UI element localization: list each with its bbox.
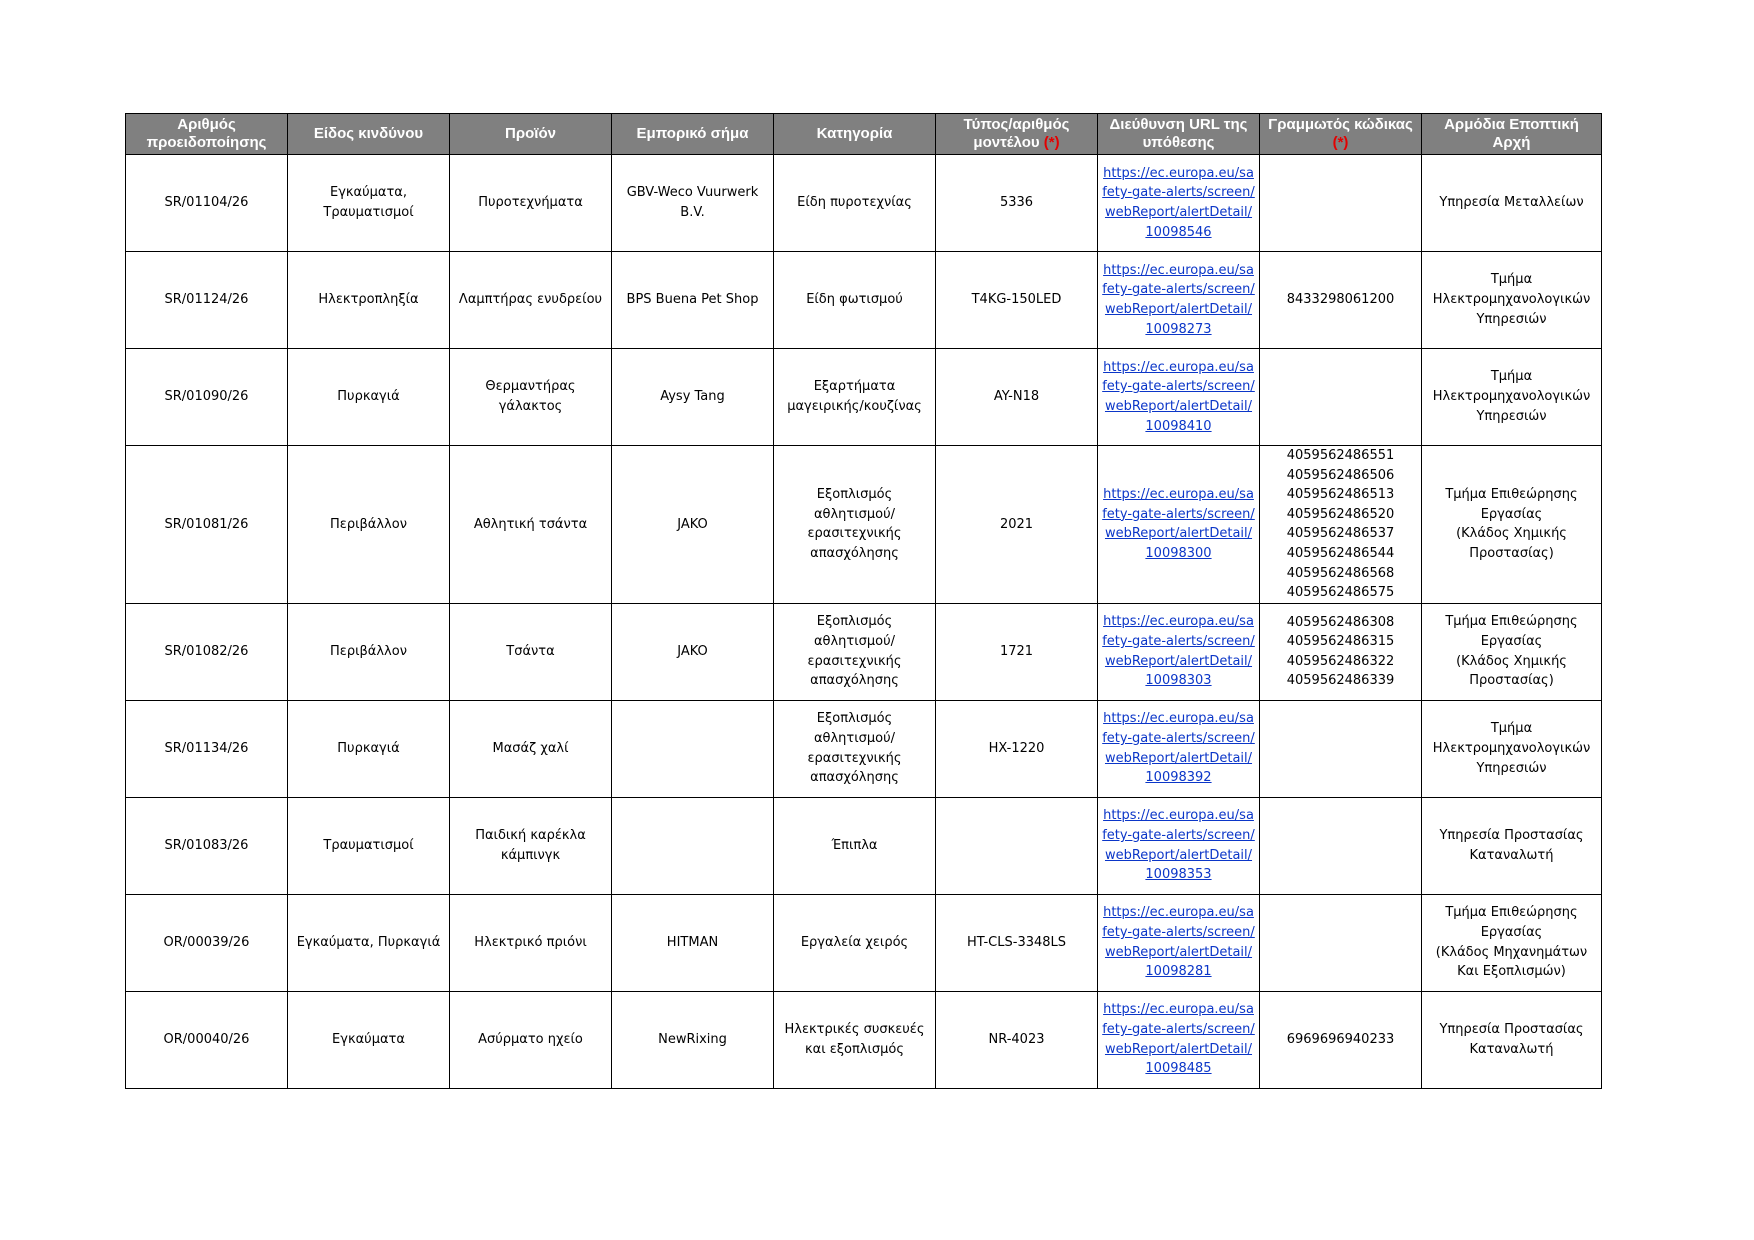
cell-brand: JAKO xyxy=(612,603,774,700)
cell-url xyxy=(1098,349,1260,446)
table-row xyxy=(126,991,1602,1088)
cell-risk-type: Εγκαύματα, Πυρκαγιά xyxy=(288,894,450,991)
cell-barcode: 8433298061200 xyxy=(1260,252,1422,349)
header-brand: Εμπορικό σήμα xyxy=(612,114,774,155)
cell-product: Παιδική καρέκλα κάμπινγκ xyxy=(450,797,612,894)
cell-url xyxy=(1098,252,1260,349)
table-row xyxy=(126,894,1602,991)
cell-category: Ηλεκτρικές συσκευές και εξοπλισμός xyxy=(774,991,936,1088)
cell-authority: Υπηρεσία Προστασίας Καταναλωτή xyxy=(1422,991,1602,1088)
cell-url xyxy=(1098,894,1260,991)
alert-detail-link[interactable]: https://ec.europa.eu/safety-gate-alerts/screen/webReport/alertDetail/10098353 xyxy=(1102,808,1255,883)
alert-detail-link[interactable]: https://ec.europa.eu/safety-gate-alerts/screen/webReport/alertDetail/10098392 xyxy=(1102,711,1255,786)
alert-detail-link[interactable]: https://ec.europa.eu/safety-gate-alerts/screen/webReport/alertDetail/10098300 xyxy=(1102,486,1255,562)
cell-authority: Τμήμα Ηλεκτρομηχανολογικών Υπηρεσιών xyxy=(1422,700,1602,797)
cell-barcode xyxy=(1260,894,1422,991)
cell-authority: Τμήμα Επιθεώρησης Εργασίας (Κλάδος Χημικής Προστασίας) xyxy=(1422,603,1602,700)
cell-risk-type: Εγκαύματα, Τραυματισμοί xyxy=(288,155,450,252)
alerts-table-body xyxy=(126,155,1602,1089)
cell-brand xyxy=(612,700,774,797)
cell-barcode xyxy=(1260,349,1422,446)
header-alert-number: Αριθμός προειδοποίησης xyxy=(126,114,288,155)
cell-alert-number: OR/00039/26 xyxy=(126,894,288,991)
cell-brand: JAKO xyxy=(612,446,774,604)
alert-detail-link[interactable]: https://ec.europa.eu/safety-gate-alerts/screen/webReport/alertDetail/10098485 xyxy=(1102,1002,1255,1077)
cell-category: Εξοπλισμός αθλητισμού/ερασιτεχνικής απασχόλησης xyxy=(774,446,936,604)
cell-model: 2021 xyxy=(936,446,1098,604)
cell-risk-type: Ηλεκτροπληξία xyxy=(288,252,450,349)
alerts-table xyxy=(125,113,1602,1089)
cell-risk-type: Πυρκαγιά xyxy=(288,349,450,446)
cell-alert-number: SR/01090/26 xyxy=(126,349,288,446)
cell-brand: NewRixing xyxy=(612,991,774,1088)
cell-brand: Aysy Tang xyxy=(612,349,774,446)
cell-product: Θερμαντήρας γάλακτος xyxy=(450,349,612,446)
header-risk-type: Είδος κινδύνου xyxy=(288,114,450,155)
cell-authority: Υπηρεσία Μεταλλείων xyxy=(1422,155,1602,252)
cell-risk-type: Τραυματισμοί xyxy=(288,797,450,894)
header-authority: Αρμόδια Εποπτική Αρχή xyxy=(1422,114,1602,155)
cell-category: Εργαλεία χειρός xyxy=(774,894,936,991)
cell-risk-type: Πυρκαγιά xyxy=(288,700,450,797)
cell-barcode: 6969696940233 xyxy=(1260,991,1422,1088)
cell-model: HT-CLS-3348LS xyxy=(936,894,1098,991)
cell-model: 5336 xyxy=(936,155,1098,252)
cell-url xyxy=(1098,991,1260,1088)
cell-alert-number: SR/01083/26 xyxy=(126,797,288,894)
required-marker: (*) xyxy=(1043,134,1060,151)
header-model-label: Τύπος/αριθμός μοντέλου xyxy=(963,116,1070,151)
cell-category: Εξοπλισμός αθλητισμού/ερασιτεχνικής απασχόλησης xyxy=(774,603,936,700)
cell-product: Ασύρματο ηχείο xyxy=(450,991,612,1088)
cell-alert-number: OR/00040/26 xyxy=(126,991,288,1088)
cell-authority: Τμήμα Επιθεώρησης Εργασίας (Κλάδος Μηχανημάτων Και Εξοπλισμών) xyxy=(1422,894,1602,991)
cell-model: NR-4023 xyxy=(936,991,1098,1088)
cell-product: Πυροτεχνήματα xyxy=(450,155,612,252)
cell-authority: Υπηρεσία Προστασίας Καταναλωτή xyxy=(1422,797,1602,894)
cell-alert-number: SR/01104/26 xyxy=(126,155,288,252)
cell-product: Μασάζ χαλί xyxy=(450,700,612,797)
alert-detail-link[interactable]: https://ec.europa.eu/safety-gate-alerts/screen/webReport/alertDetail/10098273 xyxy=(1102,262,1255,337)
cell-brand: HITMAN xyxy=(612,894,774,991)
header-product: Προϊόν xyxy=(450,114,612,155)
table-row xyxy=(126,252,1602,349)
table-row xyxy=(126,155,1602,252)
cell-category: Εξοπλισμός αθλητισμού/ερασιτεχνικής απασχόλησης xyxy=(774,700,936,797)
table-row xyxy=(126,700,1602,797)
cell-category: Είδη φωτισμού xyxy=(774,252,936,349)
cell-product: Τσάντα xyxy=(450,603,612,700)
cell-model: HX-1220 xyxy=(936,700,1098,797)
header-category: Κατηγορία xyxy=(774,114,936,155)
cell-product: Αθλητική τσάντα xyxy=(450,446,612,604)
cell-barcode: 4059562486308 4059562486315 4059562486322 4059562486339 xyxy=(1260,603,1422,700)
cell-alert-number: SR/01081/26 xyxy=(126,446,288,604)
table-row xyxy=(126,349,1602,446)
cell-risk-type: Εγκαύματα xyxy=(288,991,450,1088)
table-header-row xyxy=(126,114,1602,155)
cell-barcode xyxy=(1260,155,1422,252)
cell-category: Είδη πυροτεχνίας xyxy=(774,155,936,252)
cell-url xyxy=(1098,446,1260,604)
cell-risk-type: Περιβάλλον xyxy=(288,603,450,700)
cell-category: Εξαρτήματα μαγειρικής/κουζίνας xyxy=(774,349,936,446)
cell-product: Λαμπτήρας ενυδρείου xyxy=(450,252,612,349)
alerts-sheet xyxy=(125,113,1602,1089)
table-row xyxy=(126,446,1602,604)
required-marker: (*) xyxy=(1332,134,1349,151)
cell-url xyxy=(1098,700,1260,797)
cell-authority: Τμήμα Επιθεώρησης Εργασίας (Κλάδος Χημικής Προστασίας) xyxy=(1422,446,1602,604)
cell-url xyxy=(1098,155,1260,252)
cell-brand: GBV-Weco Vuurwerk B.V. xyxy=(612,155,774,252)
alert-detail-link[interactable]: https://ec.europa.eu/safety-gate-alerts/screen/webReport/alertDetail/10098410 xyxy=(1102,359,1255,434)
cell-url xyxy=(1098,603,1260,700)
header-barcode xyxy=(1260,114,1422,155)
header-url: Διεύθυνση URL της υπόθεσης xyxy=(1098,114,1260,155)
cell-risk-type: Περιβάλλον xyxy=(288,446,450,604)
table-row xyxy=(126,797,1602,894)
cell-model: AY-N18 xyxy=(936,349,1098,446)
alert-detail-link[interactable]: https://ec.europa.eu/safety-gate-alerts/screen/webReport/alertDetail/10098546 xyxy=(1102,165,1255,240)
cell-authority: Τμήμα Ηλεκτρομηχανολογικών Υπηρεσιών xyxy=(1422,252,1602,349)
cell-barcode xyxy=(1260,700,1422,797)
cell-brand xyxy=(612,797,774,894)
cell-alert-number: SR/01124/26 xyxy=(126,252,288,349)
cell-authority: Τμήμα Ηλεκτρομηχανολογικών Υπηρεσιών xyxy=(1422,349,1602,446)
cell-alert-number: SR/01082/26 xyxy=(126,603,288,700)
alert-detail-link[interactable]: https://ec.europa.eu/safety-gate-alerts/screen/webReport/alertDetail/10098281 xyxy=(1102,905,1255,980)
alert-detail-link[interactable]: https://ec.europa.eu/safety-gate-alerts/screen/webReport/alertDetail/10098303 xyxy=(1102,614,1255,689)
cell-model: T4KG-150LED xyxy=(936,252,1098,349)
header-model xyxy=(936,114,1098,155)
cell-barcode xyxy=(1260,797,1422,894)
table-row xyxy=(126,603,1602,700)
header-barcode-label: Γραμμωτός κώδικας xyxy=(1268,116,1413,133)
cell-model: 1721 xyxy=(936,603,1098,700)
cell-url xyxy=(1098,797,1260,894)
cell-model xyxy=(936,797,1098,894)
cell-barcode: 4059562486551 4059562486506 4059562486513 4059562486520 4059562486537 4059562486544 4059562486568 4059562486575 xyxy=(1260,446,1422,604)
cell-brand: BPS Buena Pet Shop xyxy=(612,252,774,349)
cell-product: Ηλεκτρικό πριόνι xyxy=(450,894,612,991)
cell-category: Έπιπλα xyxy=(774,797,936,894)
cell-alert-number: SR/01134/26 xyxy=(126,700,288,797)
